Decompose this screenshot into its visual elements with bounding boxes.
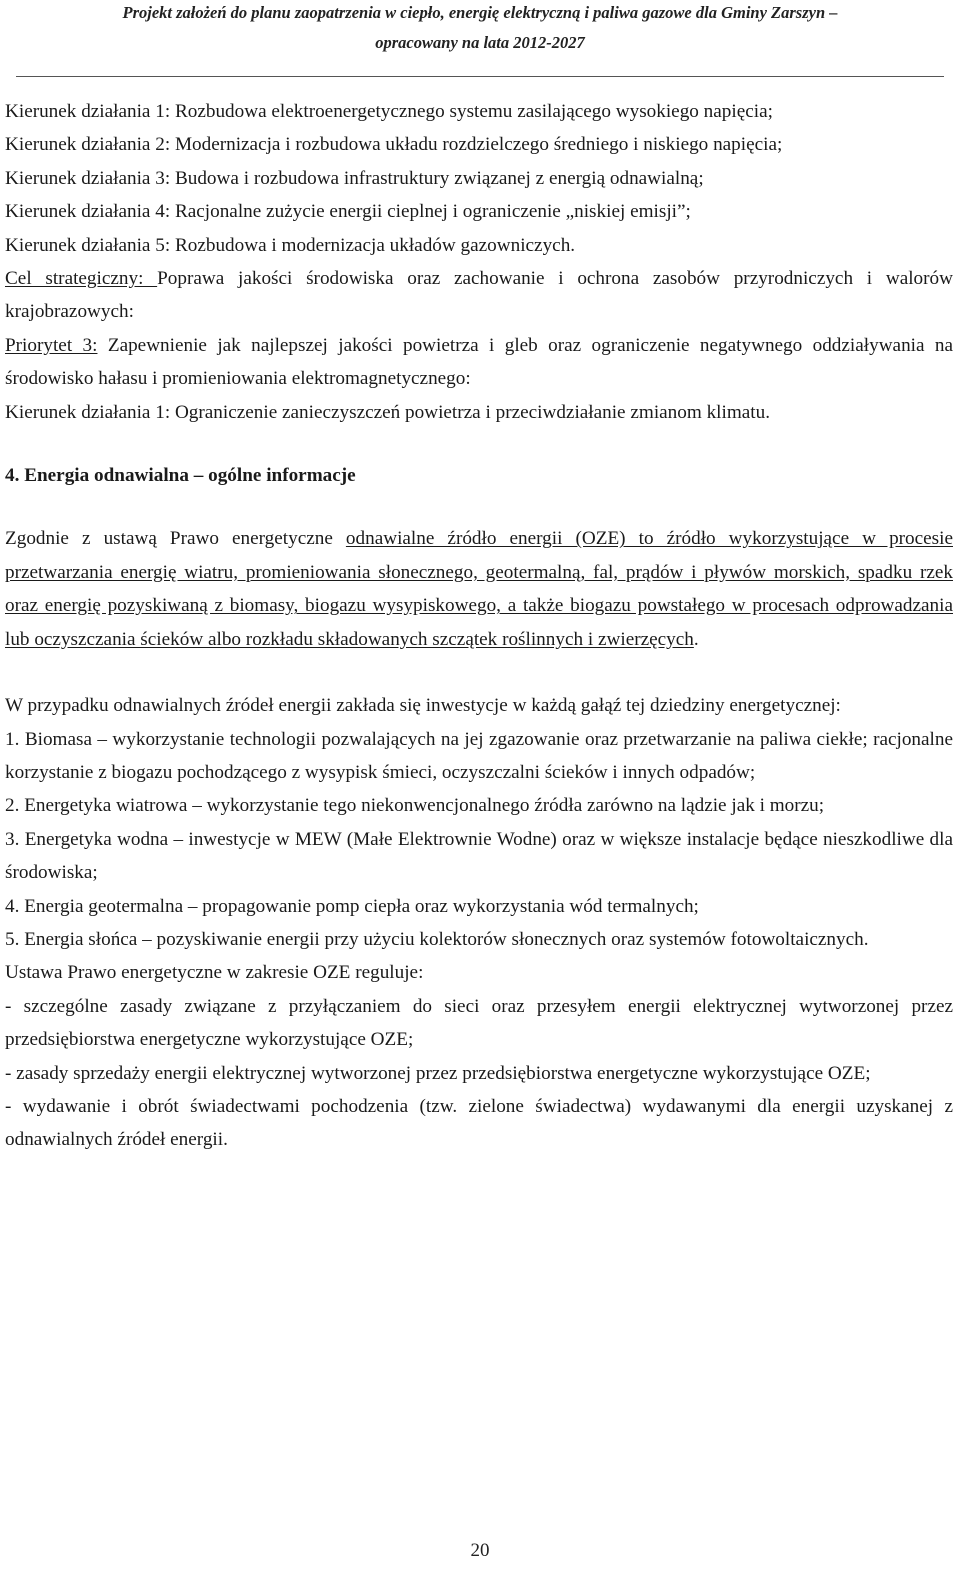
priority-3-direction-1: Kierunek działania 1: Ograniczenie zanieczyszczeń powietrza i przeciwdziałanie zmianom klimatu. [5, 401, 770, 423]
investments-intro: W przypadku odnawialnych źródeł energii zakłada się inwestycje w każdą gałąź tej dziedziny energetycznej: [5, 695, 841, 717]
action-direction-3: Kierunek działania 3: Budowa i rozbudowa infrastruktury związanej z energią odnawialną; [5, 167, 704, 189]
law-item-3: - wydawanie i obrót świadectwami pochodzenia (tzw. zielone świadectwa) wydawanymi dla energii uzyskanej z odnawialnych źródeł energii. [5, 1095, 953, 1151]
oze-definition [5, 522, 953, 656]
action-direction-5: Kierunek działania 5: Rozbudowa i modernizacja układów gazowniczych. [5, 234, 576, 256]
action-direction-2: Kierunek działania 2: Modernizacja i rozbudowa układu rozdzielczego średniego i niskiego napięcia; [5, 134, 783, 156]
law-intro: Ustawa Prawo energetyczne w zakresie OZE reguluje: [5, 962, 424, 984]
action-direction-1: Kierunek działania 1: Rozbudowa elektroenergetycznego systemu zasilającego wysokiego napięcia; [5, 101, 773, 122]
strategic-goal-label: Cel strategiczny: [5, 268, 158, 290]
definition-underlined: odnawialne źródło energii (OZE) to źródło wykorzystujące w procesie przetwarzania energię wiatru, promieniowania słonecznego, geotermalną, fal, prądów i pływów morskich, spadku rzek oraz energię pozyskiwaną z biomasy, biogazu wysypiskowego, a także biogazu powstałego w procesach odprowadzania lub oczyszczania ścieków albo rozkładu składowanych szczątek roślinnych i zwierzęcych [5, 528, 953, 650]
priority-text: Zapewnienie jak najlepszej jakości powietrza i gleb oraz ograniczenie negatywnego oddziaływania na środowisko hałasu i promieniowania elektromagnetycznego: [5, 334, 953, 390]
definition-end: . [693, 628, 699, 650]
investment-item-1: 1. Biomasa – wykorzystanie technologii pozwalających na jej zgazowanie oraz przetwarzanie na paliwa ciekłe; racjonalne korzystanie z biogazu pochodzącego z wysypisk śmieci, oczyszczalni ścieków i innych odpadów; [5, 728, 953, 783]
priority-3 [5, 329, 953, 396]
header-title-line-1: Projekt założeń do planu zaopatrzenia w ciepło, energię elektryczną i paliwa gazowe dla Gminy Zarszyn – [122, 3, 838, 22]
header-title-line-2: opracowany na lata 2012-2027 [375, 33, 585, 52]
action-direction-4: Kierunek działania 4: Racjonalne zużycie energii cieplnej i ograniczenie „niskiej emisji”; [5, 201, 691, 223]
strategic-goal-text: Poprawa jakości środowiska oraz zachowanie i ochrona zasobów przyrodniczych i walorów krajobrazowych: [5, 268, 953, 323]
document-body [5, 95, 953, 1157]
strategic-goal [5, 262, 953, 329]
page-number: 20 [470, 1540, 490, 1561]
section-heading: 4. Energia odnawialna – ogólne informacje [5, 465, 356, 487]
investment-item-2: 2. Energetyka wiatrowa – wykorzystanie tego niekonwencjonalnego źródła zarówno na lądzie jak i morzu; [5, 795, 825, 817]
investment-item-3: 3. Energetyka wodna – inwestycje w MEW (Małe Elektrownie Wodne) oraz w większe instalacje będące nieszkodliwe dla środowiska; [5, 828, 953, 884]
law-item-2: - zasady sprzedaży energii elektrycznej wytworzonej przez przedsiębiorstwa energetyczne wykorzystujące OZE; [5, 1062, 871, 1084]
investment-item-5: 5. Energia słońca – pozyskiwanie energii przy użyciu kolektorów słonecznych oraz systemów fotowoltaicznych. [5, 928, 869, 950]
law-item-1: - szczególne zasady związane z przyłączaniem do sieci oraz przesyłem energii elektrycznej wytworzonej przez przedsiębiorstwa energetyczne wykorzystujące OZE; [5, 995, 953, 1051]
definition-intro: Zgodnie z ustawą Prawo energetyczne [5, 528, 346, 550]
priority-label: Priorytet 3: [5, 334, 98, 356]
header-divider [16, 76, 944, 77]
investment-item-4: 4. Energia geotermalna – propagowanie pomp ciepła oraz wykorzystania wód termalnych; [5, 895, 699, 917]
